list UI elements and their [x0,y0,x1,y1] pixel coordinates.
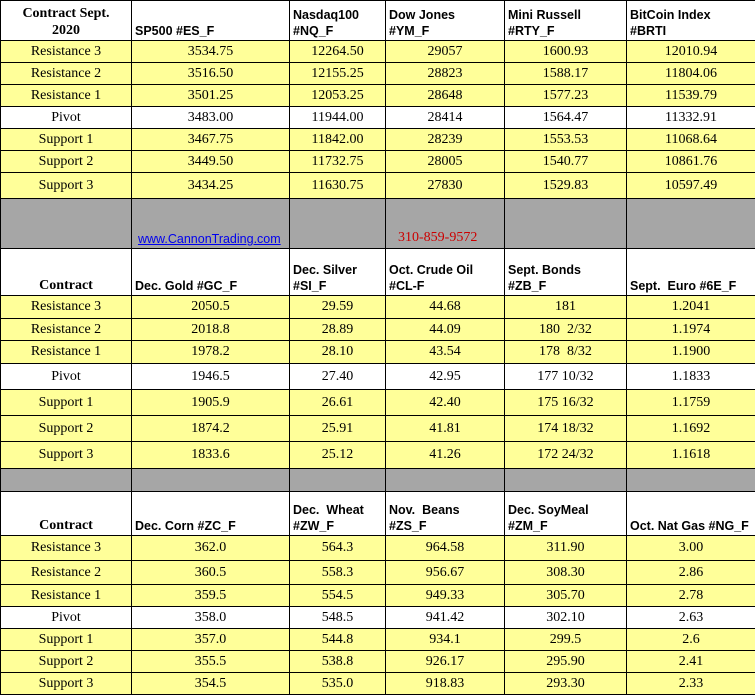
row-label: Pivot [1,607,132,629]
section1-header-col3 [386,1,505,41]
table-cell: 25.91 [290,416,386,442]
separator-cell [1,469,132,492]
row-label: Support 1 [1,629,132,651]
section1-header-col2 [290,1,386,41]
table-cell: 42.95 [386,364,505,390]
row-label: Support 2 [1,416,132,442]
table-cell: 2.33 [627,673,755,695]
section3-header-col2 [290,492,386,536]
table-row-pivot [1,107,755,129]
table-cell: 1553.53 [505,129,627,151]
row-label: Resistance 1 [1,585,132,607]
separator-cell [290,469,386,492]
table-cell: 11842.00 [290,129,386,151]
table-cell: 1874.2 [132,416,290,442]
table-cell: 544.8 [290,629,386,651]
section1-header-col4 [505,1,627,41]
table-cell: 357.0 [132,629,290,651]
table-cell: 28.10 [290,341,386,364]
separator-cell [627,199,755,249]
table-cell: 548.5 [290,607,386,629]
separator-cell [505,469,627,492]
table-cell: 3449.50 [132,151,290,173]
table-cell: 25.12 [290,442,386,469]
table-row [1,442,755,469]
table-cell: 12053.25 [290,85,386,107]
table-cell: 926.17 [386,651,505,673]
table-cell: 26.61 [290,390,386,416]
table-cell: 305.70 [505,585,627,607]
table-cell: 27.40 [290,364,386,390]
table-cell: 360.5 [132,561,290,585]
row-label: Resistance 2 [1,63,132,85]
table-cell: 358.0 [132,607,290,629]
table-cell: 1.1618 [627,442,755,469]
row-label: Support 3 [1,173,132,199]
table-cell: 10861.76 [627,151,755,173]
row-label: Support 1 [1,129,132,151]
table-cell: 11944.00 [290,107,386,129]
table-cell: 355.5 [132,651,290,673]
section3-header-row [1,492,755,536]
table-cell: 11732.75 [290,151,386,173]
table-row [1,390,755,416]
row-label: Resistance 3 [1,536,132,561]
table-cell: 3534.75 [132,41,290,63]
table-cell: 1.1759 [627,390,755,416]
table-cell: 3.00 [627,536,755,561]
table-cell: 12010.94 [627,41,755,63]
table-cell: 44.68 [386,296,505,319]
table-cell: 293.30 [505,673,627,695]
row-label: Support 2 [1,651,132,673]
header-label: Oct. Crude Oil #CL-F [389,263,474,293]
table-cell: 934.1 [386,629,505,651]
row-label: Resistance 2 [1,561,132,585]
table-row [1,629,755,651]
table-cell: 362.0 [132,536,290,561]
table-cell: 1540.77 [505,151,627,173]
row-label: Support 3 [1,442,132,469]
header-label: Dec. SoyMeal #ZM_F [508,503,589,533]
table-cell: 178 8/32 [505,341,627,364]
row-label: Support 1 [1,390,132,416]
header-label: Dec. Gold #GC_F [135,279,238,293]
table-row [1,341,755,364]
table-cell: 28239 [386,129,505,151]
section3-header-col3 [386,492,505,536]
table-row [1,296,755,319]
header-label: Sept. Euro #6E_F [630,279,737,293]
row-label: Resistance 3 [1,296,132,319]
table-cell: 11630.75 [290,173,386,199]
row-label: Resistance 1 [1,85,132,107]
table-cell: 1.1974 [627,319,755,341]
header-label: BitCoin Index #BRTI [630,8,711,38]
table-cell: 1.1900 [627,341,755,364]
table-cell: 564.3 [290,536,386,561]
table-cell: 538.8 [290,651,386,673]
table-cell: 12264.50 [290,41,386,63]
header-label: Dec. Silver #SI_F [293,263,357,293]
table-cell: 2.86 [627,561,755,585]
section2-header-col3 [386,249,505,296]
separator-cell [386,469,505,492]
table-cell: 175 16/32 [505,390,627,416]
table-cell: 1905.9 [132,390,290,416]
table-row [1,651,755,673]
table-cell: 3483.00 [132,107,290,129]
header-label: Dow Jones #YM_F [389,8,455,38]
table-cell: 535.0 [290,673,386,695]
table-cell: 359.5 [132,585,290,607]
table-row [1,151,755,173]
row-label: Pivot [1,107,132,129]
table-cell: 41.26 [386,442,505,469]
table-cell: 12155.25 [290,63,386,85]
separator-cell [505,199,627,249]
table-row-pivot [1,364,755,390]
table-cell: 1.2041 [627,296,755,319]
table-cell: 1588.17 [505,63,627,85]
section2-header-col4 [505,249,627,296]
table-row [1,41,755,63]
table-row-pivot [1,607,755,629]
table-cell: 28005 [386,151,505,173]
section1-header-col5 [627,1,755,41]
table-cell: 1833.6 [132,442,290,469]
table-cell: 11804.06 [627,63,755,85]
separator-cell [132,469,290,492]
table-cell: 918.83 [386,673,505,695]
table-cell: 2018.8 [132,319,290,341]
table-cell: 3516.50 [132,63,290,85]
table-cell: 28414 [386,107,505,129]
table-cell: 177 10/32 [505,364,627,390]
table-cell: 2.6 [627,629,755,651]
section2-header-col5 [627,249,755,296]
table-row [1,85,755,107]
table-cell: 302.10 [505,607,627,629]
separator-cell [290,199,386,249]
separator-row [1,469,755,492]
table-cell: 174 18/32 [505,416,627,442]
table-cell: 1.1692 [627,416,755,442]
header-label: Nasdaq100 #NQ_F [293,8,360,38]
table-cell: 3501.25 [132,85,290,107]
section3-header-col5 [627,492,755,536]
row-label: Resistance 3 [1,41,132,63]
separator-cell [1,199,132,249]
table-cell: 172 24/32 [505,442,627,469]
section1-header-contract [1,1,132,41]
table-cell: 956.67 [386,561,505,585]
table-row [1,319,755,341]
header-label: Oct. Nat Gas #NG_F [630,519,749,533]
section2-header-col1 [132,249,290,296]
table-cell: 295.90 [505,651,627,673]
table-row [1,673,755,695]
section1-header-row [1,1,755,41]
table-cell: 964.58 [386,536,505,561]
section1-header-col1 [132,1,290,41]
separator-row-contact [1,199,755,249]
table-cell: 11332.91 [627,107,755,129]
phone-number: 310-859-9572 [398,230,478,245]
row-label: Pivot [1,364,132,390]
header-label: Dec. Corn #ZC_F [135,519,236,533]
website-link[interactable]: www.CannonTrading.com [138,232,281,246]
table-cell: 42.40 [386,390,505,416]
table-row [1,536,755,561]
section3-header-col1 [132,492,290,536]
table-cell: 941.42 [386,607,505,629]
row-label: Support 2 [1,151,132,173]
table-row [1,585,755,607]
table-cell: 558.3 [290,561,386,585]
table-row [1,561,755,585]
table-cell: 3434.25 [132,173,290,199]
header-label: Sept. Bonds #ZB_F [508,263,581,293]
section2-header-contract [1,249,132,296]
table-row [1,173,755,199]
table-cell: 29057 [386,41,505,63]
table-cell: 1978.2 [132,341,290,364]
section2-header-col2 [290,249,386,296]
table-cell: 949.33 [386,585,505,607]
table-cell: 308.30 [505,561,627,585]
table-cell: 354.5 [132,673,290,695]
header-label: Dec. Wheat #ZW_F [293,503,364,533]
table-cell: 1.1833 [627,364,755,390]
table-cell: 28.89 [290,319,386,341]
separator-cell [627,469,755,492]
row-label: Resistance 1 [1,341,132,364]
table-cell: 299.5 [505,629,627,651]
table-cell: 180 2/32 [505,319,627,341]
separator-cell [132,199,290,249]
table-cell: 554.5 [290,585,386,607]
table-cell: 311.90 [505,536,627,561]
table-cell: 29.59 [290,296,386,319]
header-label: SP500 #ES_F [135,24,215,38]
table-cell: 181 [505,296,627,319]
header-label: Mini Russell #RTY_F [508,8,581,38]
table-cell: 1600.93 [505,41,627,63]
row-label: Support 3 [1,673,132,695]
table-cell: 2.63 [627,607,755,629]
table-row [1,416,755,442]
table-row [1,63,755,85]
table-cell: 41.81 [386,416,505,442]
table-cell: 2.78 [627,585,755,607]
table-cell: 10597.49 [627,173,755,199]
section3-header-contract [1,492,132,536]
table-cell: 2050.5 [132,296,290,319]
header-label: Contract Sept. 2020 [22,6,110,38]
table-row [1,129,755,151]
section3-header-col4 [505,492,627,536]
table-cell: 1946.5 [132,364,290,390]
header-label: Nov. Beans #ZS_F [389,503,460,533]
table-cell: 1577.23 [505,85,627,107]
header-label: Contract [39,518,93,533]
header-label: Contract [39,278,93,293]
table-cell: 28823 [386,63,505,85]
separator-cell [386,199,505,249]
table-cell: 1529.83 [505,173,627,199]
table-cell: 43.54 [386,341,505,364]
table-cell: 1564.47 [505,107,627,129]
table-cell: 28648 [386,85,505,107]
table-cell: 11068.64 [627,129,755,151]
table-cell: 2.41 [627,651,755,673]
section2-header-row [1,249,755,296]
table-cell: 11539.79 [627,85,755,107]
row-label: Resistance 2 [1,319,132,341]
table-cell: 3467.75 [132,129,290,151]
table-cell: 27830 [386,173,505,199]
table-cell: 44.09 [386,319,505,341]
